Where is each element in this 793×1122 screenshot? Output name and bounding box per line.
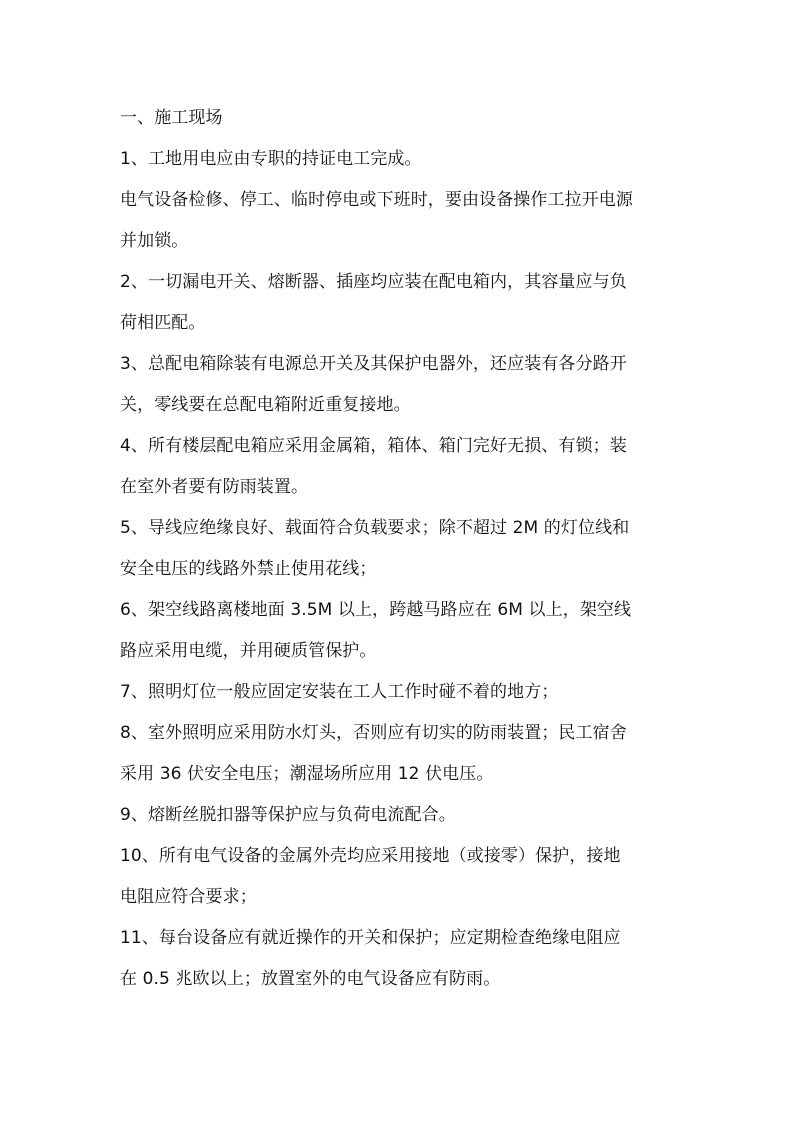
paragraph-line: 1、工地用电应由专职的持证电工完成。 bbox=[120, 149, 422, 169]
paragraph-8 bbox=[120, 672, 676, 713]
paragraph-line: 路应采用电缆，并用硬质管保护。 bbox=[120, 641, 377, 661]
paragraph-7 bbox=[120, 590, 676, 672]
paragraph-line: 关，零线要在总配电箱附近重复接地。 bbox=[120, 395, 411, 415]
paragraph-12 bbox=[120, 918, 676, 1000]
paragraph-9 bbox=[120, 713, 676, 795]
paragraph-10 bbox=[120, 795, 676, 836]
paragraph-3 bbox=[120, 262, 676, 344]
paragraph-line: 采用 36 伏安全电压；潮湿场所应用 12 伏电压。 bbox=[120, 764, 494, 784]
paragraph-line: 并加锁。 bbox=[120, 231, 189, 251]
paragraph-line: 电气设备检修、停工、临时停电或下班时，要由设备操作工拉开电源 bbox=[120, 190, 633, 210]
paragraph-line: 5、导线应绝缘良好、载面符合负载要求；除不超过 2M 的灯位线和 bbox=[120, 518, 630, 538]
paragraph-line: 荷相匹配。 bbox=[120, 313, 206, 333]
section-title: 一、施工现场 bbox=[120, 108, 223, 128]
document-body bbox=[120, 98, 676, 1000]
paragraph-1 bbox=[120, 139, 676, 180]
paragraph-2 bbox=[120, 180, 676, 262]
paragraph-line: 9、熔断丝脱扣器等保护应与负荷电流配合。 bbox=[120, 805, 456, 825]
paragraph-line: 11、每台设备应有就近操作的开关和保护；应定期检查绝缘电阻应 bbox=[120, 928, 621, 948]
paragraph-4 bbox=[120, 344, 676, 426]
paragraph-line: 电阻应符合要求； bbox=[120, 887, 257, 907]
paragraph-line: 7、照明灯位一般应固定安装在工人工作时碰不着的地方； bbox=[120, 682, 559, 702]
paragraph-6 bbox=[120, 508, 676, 590]
paragraph-line: 8、室外照明应采用防水灯头，否则应有切实的防雨装置；民工宿舍 bbox=[120, 723, 627, 743]
paragraph-line: 在 0.5 兆欧以上；放置室外的电气设备应有防雨。 bbox=[120, 969, 501, 989]
paragraph-line: 4、所有楼层配电箱应采用金属箱，箱体、箱门完好无损、有锁；装 bbox=[120, 436, 627, 456]
paragraph-5 bbox=[120, 426, 676, 508]
paragraph-line: 3、总配电箱除装有电源总开关及其保护电器外，还应装有各分路开 bbox=[120, 354, 627, 374]
paragraph-line: 安全电压的线路外禁止使用花线； bbox=[120, 559, 377, 579]
paragraph-line: 在室外者要有防雨装置。 bbox=[120, 477, 309, 497]
paragraph-line: 6、架空线路离楼地面 3.5M 以上，跨越马路应在 6M 以上，架空线 bbox=[120, 600, 632, 620]
paragraph-line: 2、一切漏电开关、熔断器、插座均应装在配电箱内，其容量应与负 bbox=[120, 272, 627, 292]
paragraph-line: 10、所有电气设备的金属外壳均应采用接地（或接零）保护，接地 bbox=[120, 846, 621, 866]
paragraph-11 bbox=[120, 836, 676, 918]
